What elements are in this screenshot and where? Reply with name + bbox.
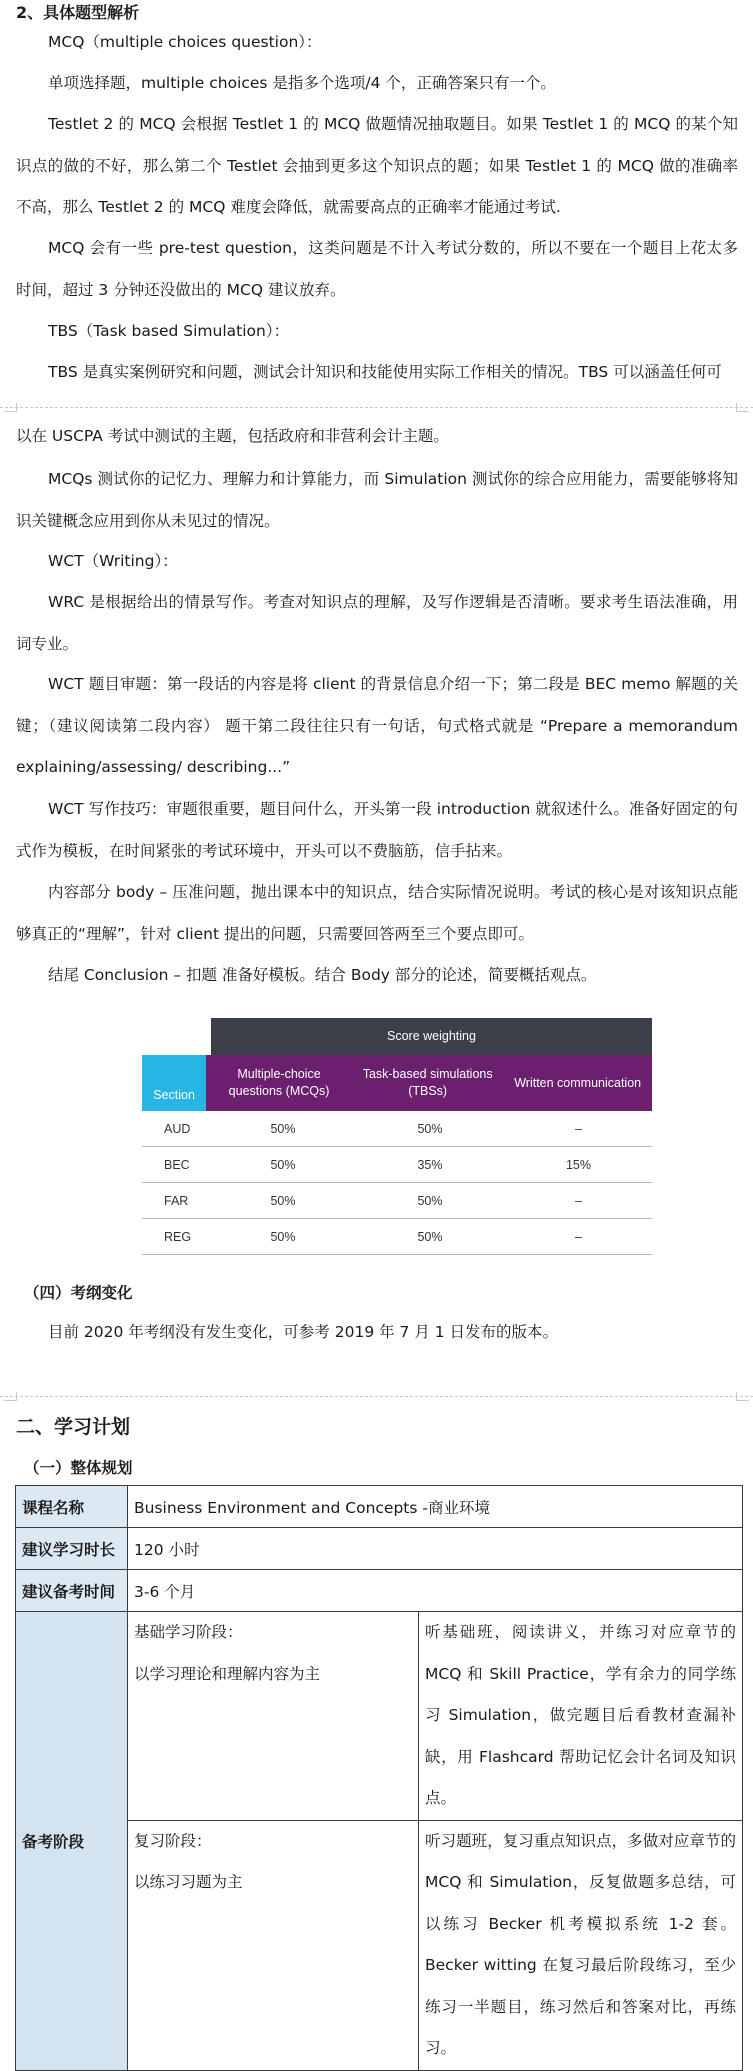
- outline-change-text: 目前 2020 年考纲没有发生变化，可参考 2019 年 7 月 1 日发布的版本。: [48, 1323, 559, 1341]
- row-tbs: 50%: [417, 1193, 443, 1208]
- row-section: FAR: [164, 1193, 189, 1208]
- stage-basic-focus: 以学习理论和理解内容为主: [134, 1664, 321, 1683]
- row-mcq: 50%: [270, 1229, 296, 1244]
- row-written: –: [575, 1121, 582, 1136]
- prep-label: 建议备考时间: [16, 1570, 128, 1612]
- row-mcq: 50%: [270, 1193, 296, 1208]
- stage-review-detail-cell: [419, 1820, 743, 2070]
- table-row: [16, 1612, 743, 1821]
- row-written: –: [575, 1193, 582, 1208]
- row-mcq: 50%: [270, 1157, 296, 1172]
- row-written: –: [575, 1229, 582, 1244]
- row-section: REG: [164, 1229, 192, 1244]
- paragraph-body: 内容部分 body – 压准问题，抛出课本中的知识点，结合实际情况说明。考试的核心是对该知识点能够真正的“理解”，针对 client 提出的问题，只需要回答两至三个要点即可。: [16, 883, 738, 943]
- stage-basic: [128, 1612, 419, 1821]
- stage-basic-name: 基础学习阶段：: [134, 1623, 243, 1641]
- paragraph-tbs-def: TBS 是真实案例研究和问题，测试会计知识和技能使用实际工作相关的情况。TBS 可以涵盖任何可: [48, 363, 722, 381]
- row-tbs: 50%: [417, 1229, 443, 1244]
- row-written: 15%: [565, 1157, 592, 1172]
- paragraph-wrc: WRC 是根据给出的情景写作。考查对知识点的理解，及写作逻辑是否清晰。要求考生语法准确，用词专业。: [16, 593, 738, 653]
- paragraph-mcqs-sim: MCQs 测试你的记忆力、理解力和计算能力，而 Simulation 测试你的综合应用能力，需要能够将知识关键概念应用到你从未见过的情况。: [16, 470, 738, 530]
- course-value: Business Environment and Concepts -商业环境: [128, 1486, 743, 1528]
- page-corner-left: [4, 403, 17, 412]
- score-header-blank: [142, 1018, 211, 1055]
- study-plan-table: [15, 1485, 743, 2071]
- row-section: BEC: [164, 1157, 190, 1172]
- mcq-column-header: Multiple-choice questions (MCQs): [206, 1055, 352, 1111]
- page-break: [0, 407, 753, 408]
- paragraph-wct-title: WCT（Writing）：: [48, 552, 178, 570]
- paragraph-testlet: Testlet 2 的 MCQ 会根据 Testlet 1 的 MCQ 做题情况抽取题目。如果 Testlet 1 的 MCQ 的某个知识点的做的不好，那么第二个 Testlet 会抽到更多这个知识点的题；如果 Testlet 1 的 MCQ 做的准确率不高，那么 Testlet 2 的 MCQ 难度会降低，就需要高点的正确率才能通过考试.: [16, 115, 738, 216]
- section-column-header: Section: [142, 1055, 206, 1111]
- stage-basic-detail-cell: [419, 1612, 743, 1821]
- score-weighting-table: [142, 1018, 652, 1255]
- page-corner-left: [4, 1392, 17, 1401]
- table-row: [142, 1147, 652, 1183]
- written-column-header: Written communication: [503, 1055, 652, 1111]
- table-row: [16, 1528, 743, 1570]
- row-section: AUD: [164, 1121, 191, 1136]
- hours-value: 120 小时: [128, 1528, 743, 1570]
- table-row: [142, 1183, 652, 1219]
- row-tbs: 35%: [417, 1157, 443, 1172]
- paragraph-tbs-cont: 以在 USCPA 考试中测试的主题，包括政府和非营利会计主题。: [16, 427, 449, 445]
- course-label: 课程名称: [16, 1486, 128, 1528]
- stage-basic-detail: 听基础班，阅读讲义，并练习对应章节的 MCQ 和 Skill Practice，学有余力的同学练习 Simulation，做完题目后看教材查漏补缺，用 Flashcard 帮助记忆会计名词及知识点。: [425, 1623, 736, 1807]
- row-mcq: 50%: [270, 1121, 296, 1136]
- paragraph-pretest: MCQ 会有一些 pre-test question，这类问题是不计入考试分数的，所以不要在一个题目上花太多时间，超过 3 分钟还没做出的 MCQ 建议放弃。: [16, 239, 738, 299]
- table-row: [16, 1486, 743, 1528]
- paragraph-conclusion: 结尾 Conclusion – 扣题 准备好模板。结合 Body 部分的论述，简要概括观点。: [48, 966, 597, 984]
- page-corner-right: [736, 403, 749, 412]
- paragraph-tbs-title: TBS（Task based Simulation）：: [48, 322, 290, 340]
- page-break: [0, 1396, 753, 1397]
- score-column-headers: [142, 1055, 652, 1111]
- stage-label: 备考阶段: [16, 1612, 128, 2071]
- row-tbs: 50%: [417, 1121, 443, 1136]
- paragraph-wct-tips: WCT 写作技巧：审题很重要，题目问什么，开头第一段 introduction 就叙述什么。准备好固定的句式作为模板，在时间紧张的考试环境中，开头可以不费脑筋，信手拈来。: [16, 800, 738, 860]
- score-weighting-header: Score weighting: [211, 1018, 652, 1055]
- stage-review-name: 复习阶段：: [134, 1831, 212, 1850]
- study-plan-title: 二、学习计划: [16, 1416, 131, 1438]
- table-row: [16, 1570, 743, 1612]
- stage-review: [128, 1820, 419, 2070]
- score-header-top: [142, 1018, 652, 1055]
- study-plan-subtitle: （一）整体规划: [24, 1459, 133, 1477]
- hours-label: 建议学习时长: [16, 1528, 128, 1570]
- stage-review-focus: 以练习习题为主: [134, 1873, 243, 1891]
- prep-value: 3-6 个月: [128, 1570, 743, 1612]
- table-row: [142, 1219, 652, 1255]
- page-corner-right: [736, 1392, 749, 1401]
- outline-change-title: （四）考纲变化: [24, 1284, 133, 1302]
- section-heading: 2、具体题型解析: [16, 3, 140, 22]
- paragraph-wct-review: WCT 题目审题：第一段话的内容是将 client 的背景信息介绍一下；第二段是 BEC memo 解题的关键；（建议阅读第二段内容） 题干第二段往往只有一句话，句式格式就是 “Prepare a memorandum explaining/assessing/ describing...”: [16, 675, 738, 776]
- tbs-column-header: Task-based simulations (TBSs): [352, 1055, 503, 1111]
- stage-review-detail: 听习题班，复习重点知识点，多做对应章节的 MCQ 和 Simulation，反复做题多总结，可以练习 Becker 机考模拟系统 1-2 套。Becker witting 在复习最后阶段练习，至少练习一半题目，练习然后和答案对比，再练习。: [425, 1831, 736, 2057]
- table-row: [142, 1111, 652, 1147]
- paragraph-mcq-def: 单项选择题，multiple choices 是指多个选项/4 个，正确答案只有一个。: [48, 74, 556, 92]
- paragraph-mcq-title: MCQ（multiple choices question）：: [48, 33, 322, 51]
